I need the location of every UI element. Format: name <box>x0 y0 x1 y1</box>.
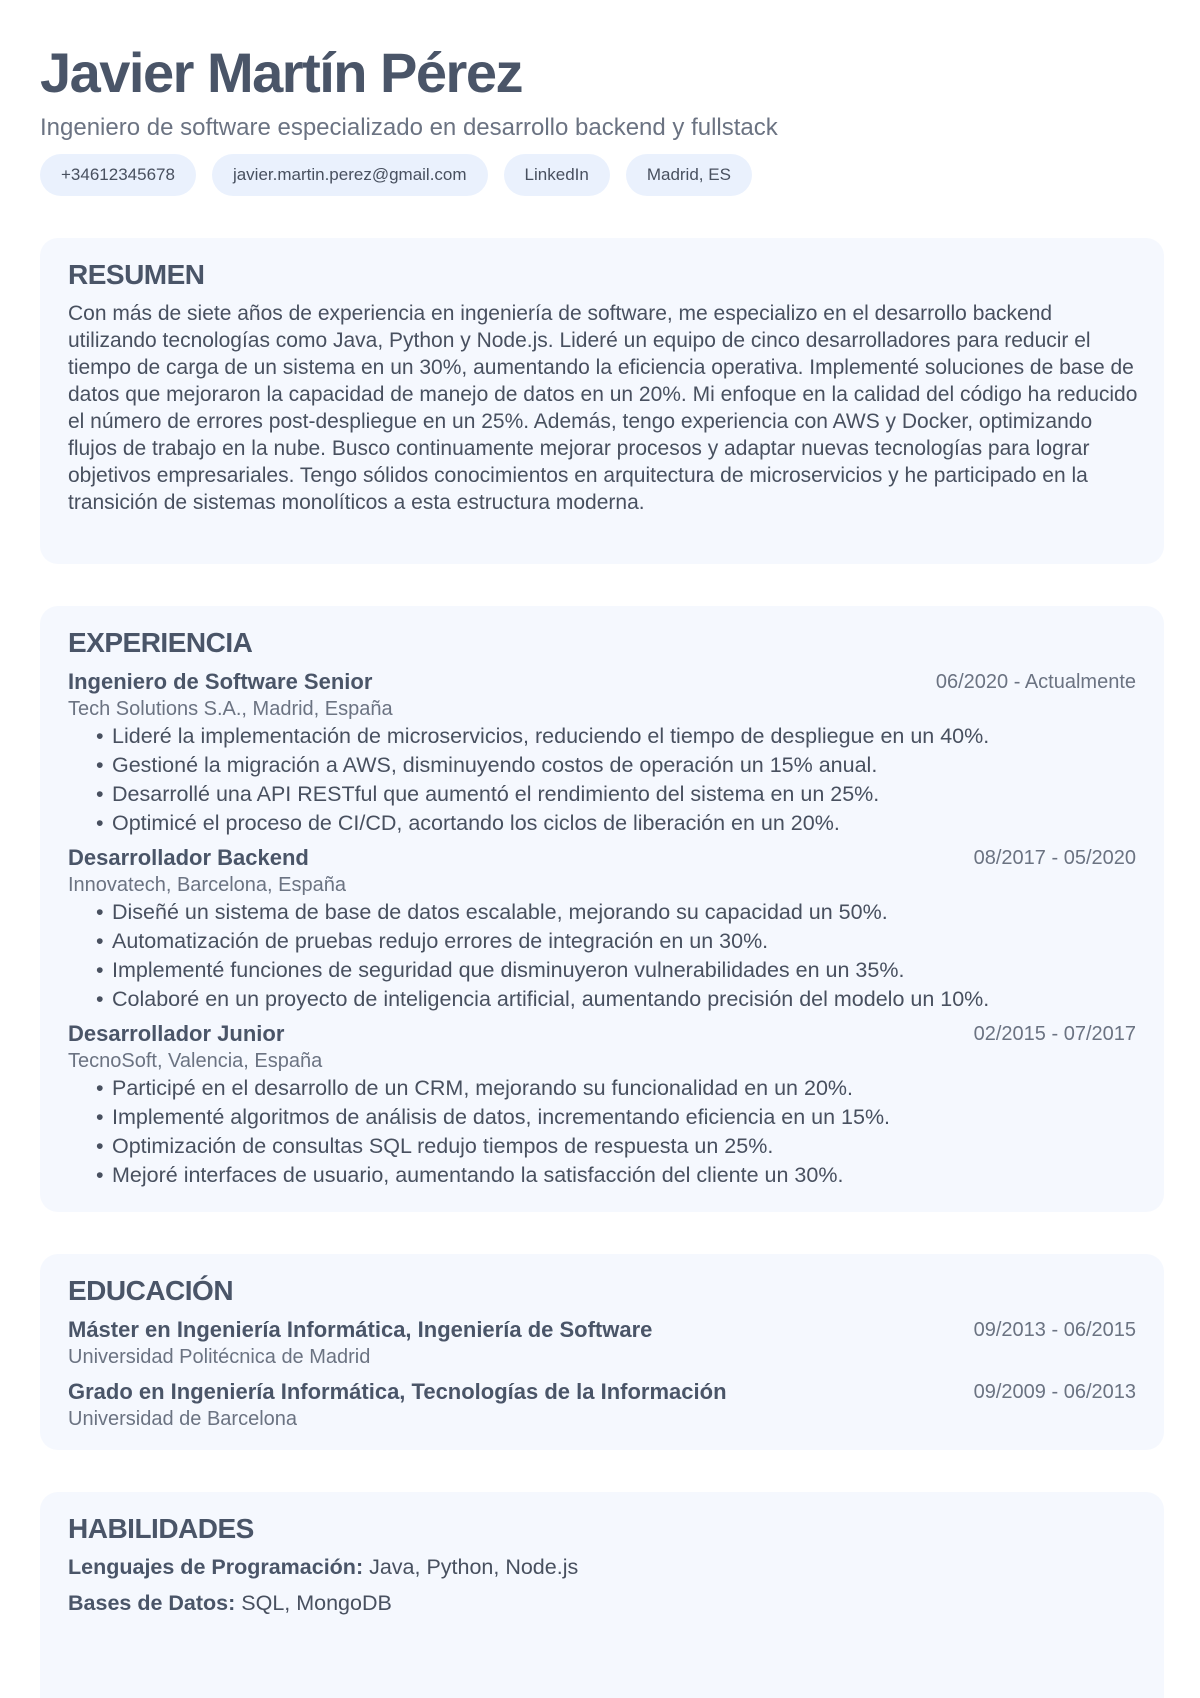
summary-text: Con más de siete años de experiencia en ingeniería de software, me especializo en el desarrollo backend utilizando tecnologías como Java, Python y Node.js. Lideré un equipo de cinco desarrolladores para reducir el tiempo de carga de un sistema en un 30%, aumentando la eficiencia operativa. Implementé soluciones de base de datos que mejoraron la capacidad de manejo de datos en un 20%. Mi enfoque en la calidad del código ha reducido el número de errores post-despliegue en un 25%. Además, tengo experiencia con AWS y Docker, optimizando flujos de trabajo en la nube. Busco continuamente mejorar procesos y adaptar nuevas tecnologías para lograr objetivos empresariales. Tengo sólidos conocimientos en arquitectura de microservicios y he participado en la transición de sistemas monolíticos a esta estructura moderna. <box>68 302 1138 514</box>
degree-school: Universidad Politécnica de Madrid <box>68 1346 371 1368</box>
skill-values: Java, Python, Node.js <box>363 1555 579 1579</box>
job-title: Desarrollador Junior <box>68 1021 285 1046</box>
degree-dates: 09/2009 - 06/2013 <box>973 1381 1136 1403</box>
job-company: Tech Solutions S.A., Madrid, España <box>68 698 393 720</box>
achievement-item: • Participé en el desarrollo de un CRM, mejorando su funcionalidad en un 20%. <box>96 1074 890 1103</box>
summary-section <box>40 238 1164 564</box>
job-achievements <box>96 1074 890 1190</box>
job-achievements <box>96 722 989 838</box>
achievement-item: • Gestioné la migración a AWS, disminuyendo costos de operación un 15% anual. <box>96 751 989 780</box>
candidate-headline: Ingeniero de software especializado en desarrollo backend y fullstack <box>40 114 778 141</box>
degree-title: Máster en Ingeniería Informática, Ingeniería de Software <box>68 1317 653 1342</box>
job-title: Ingeniero de Software Senior <box>68 669 373 694</box>
degree-school: Universidad de Barcelona <box>68 1408 298 1430</box>
skill-line <box>68 1588 392 1618</box>
achievement-item: • Optimización de consultas SQL redujo tiempos de respuesta un 25%. <box>96 1132 890 1161</box>
location-chip: Madrid, ES <box>626 154 752 196</box>
education-section <box>40 1254 1164 1450</box>
achievement-item: • Implementé algoritmos de análisis de datos, incrementando eficiencia en un 15%. <box>96 1103 890 1132</box>
skills-title: HABILIDADES <box>68 1513 254 1544</box>
job-title: Desarrollador Backend <box>68 845 309 870</box>
achievement-item: • Automatización de pruebas redujo errores de integración en un 30%. <box>96 927 989 956</box>
job-company: Innovatech, Barcelona, España <box>68 874 346 896</box>
skills-section <box>40 1492 1164 1698</box>
achievement-item: • Mejoré interfaces de usuario, aumentando la satisfacción del cliente un 30%. <box>96 1161 890 1190</box>
achievement-item: • Colaboré en un proyecto de inteligencia artificial, aumentando precisión del modelo un 10%. <box>96 985 989 1014</box>
achievement-item: • Optimicé el proceso de CI/CD, acortando los ciclos de liberación en un 20%. <box>96 809 989 838</box>
skill-line <box>68 1552 578 1582</box>
job-achievements <box>96 898 989 1014</box>
skill-category: Bases de Datos: <box>68 1591 236 1615</box>
achievement-item: • Lideré la implementación de microservicios, reduciendo el tiempo de despliegue en un 40%. <box>96 722 989 751</box>
achievement-item: • Diseñé un sistema de base de datos escalable, mejorando su capacidad un 50%. <box>96 898 989 927</box>
experience-title: EXPERIENCIA <box>68 627 253 658</box>
degree-title: Grado en Ingeniería Informática, Tecnologías de la Información <box>68 1379 727 1404</box>
contact-chips <box>40 154 752 196</box>
achievement-item: • Desarrollé una API RESTful que aumentó el rendimiento del sistema en un 25%. <box>96 780 989 809</box>
linkedin-chip[interactable]: LinkedIn <box>504 154 610 196</box>
achievement-item: • Implementé funciones de seguridad que disminuyeron vulnerabilidades en un 35%. <box>96 956 989 985</box>
summary-title: RESUMEN <box>68 259 205 290</box>
candidate-name: Javier Martín Pérez <box>40 41 522 104</box>
skill-category: Lenguajes de Programación: <box>68 1555 364 1579</box>
phone-chip[interactable]: +34612345678 <box>40 154 196 196</box>
experience-section <box>40 606 1164 1212</box>
job-company: TecnoSoft, Valencia, España <box>68 1050 323 1072</box>
job-dates: 06/2020 - Actualmente <box>935 671 1136 693</box>
degree-dates: 09/2013 - 06/2015 <box>973 1319 1136 1341</box>
skill-values: SQL, MongoDB <box>235 1591 392 1615</box>
job-dates: 08/2017 - 05/2020 <box>973 847 1136 869</box>
email-chip[interactable]: javier.martin.perez@gmail.com <box>212 154 488 196</box>
job-dates: 02/2015 - 07/2017 <box>973 1023 1136 1045</box>
education-title: EDUCACIÓN <box>68 1275 234 1306</box>
